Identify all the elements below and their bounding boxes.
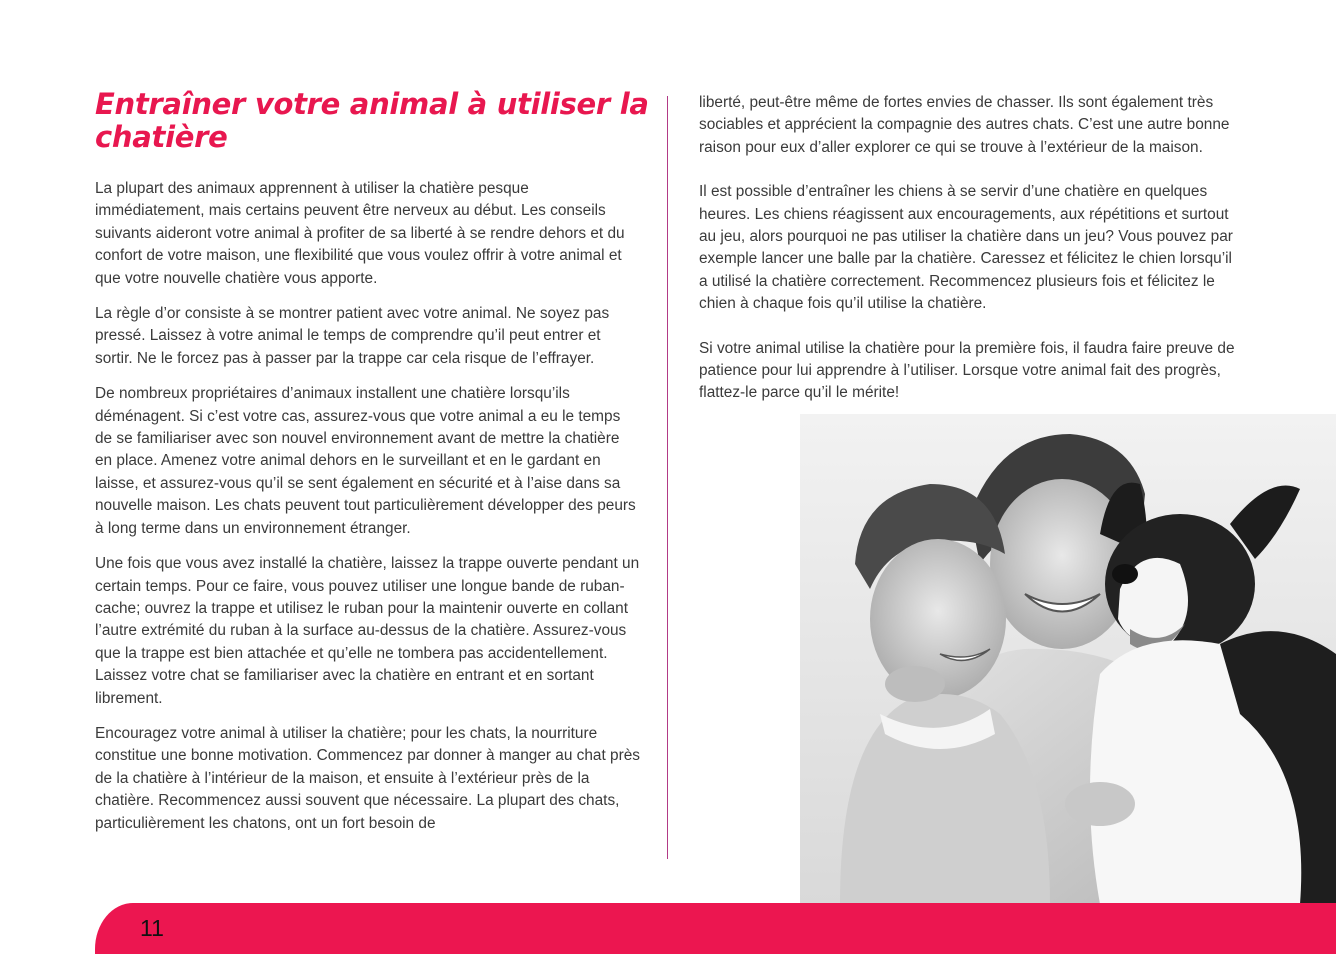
page-title: Entraîner votre animal à utiliser la chatière xyxy=(95,87,649,154)
paragraph: La règle d’or consiste à se montrer patient avec votre animal. Ne soyez pas pressé. Laissez à votre animal le temps de comprendre qu’il peut entrer et sortir. Ne le forcez pas à passer par la trappe car cela risque de l’effrayer. xyxy=(95,305,610,367)
paragraph: Il est possible d’entraîner les chiens à se servir d’une chatière en quelques heures. Les chiens réagissent aux encouragements, aux répétitions et surtout au jeu, alors pourquoi ne pas utiliser la chatière dans un jeu? Vous pouvez par exemple lancer une balle par la chatière. Caressez et félicitez le chien lorsqu’il a utilisé la chatière correctement. Recommencez plusieurs fois et félicitez le chien à chaque fois qu’il utilise la chatière. xyxy=(699,183,1233,313)
left-column xyxy=(95,178,640,848)
paragraph: Une fois que vous avez installé la chatière, laissez la trappe ouverte pendant un certain temps. Pour ce faire, vous pouvez utiliser une longue bande de ruban-cache; ouvrez la trappe et utilisez le ruban pour la maintenir ouverte en collant l’autre extrémité du ruban à la surface au-dessus de la chatière. Assurez-vous que la trappe est bien attachée et qu’elle ne tombera pas accidentellement. Laissez votre chat se familiariser avec la chatière en entrant et en sortant librement. xyxy=(95,555,640,707)
paragraph: Encouragez votre animal à utiliser la chatière; pour les chats, la nourriture constitue une bonne motivation. Commencez par donner à manger au chat près de la chatière à l’intérieur de la maison, et ensuite à l’extérieur près de la chatière. Recommencez aussi souvent que nécessaire. La plupart des chats, particulièrement les chatons, ont un fort besoin de xyxy=(95,724,640,832)
paragraph: Si votre animal utilise la chatière pour la première fois, il faudra faire preuve de patience pour lui apprendre à l’utiliser. Lorsque votre animal fait des progrès, flattez-le parce qu’il le mérite! xyxy=(699,339,1235,402)
column-divider xyxy=(667,96,668,859)
footer-bar xyxy=(95,903,1336,954)
photo-man-boy-dog xyxy=(800,414,1336,904)
paragraph: De nombreux propriétaires d’animaux installent une chatière lorsqu’ils déménagent. Si c’est votre cas, assurez-vous que votre animal a eu le temps de se familiariser avec son nouvel environnement avant de mettre la chatière en place. Amenez votre animal dehors en le surveillant et en le gardant en laisse, et assurez-vous qu’il se sent également en sécurité et à l’aise dans sa nouvelle maison. Les chats peuvent tout particulièrement développer des peurs à long terme dans un environnement étranger. xyxy=(95,385,636,537)
paragraph: liberté, peut-être même de fortes envies de chasser. Ils sont également très sociables et apprécient la compagnie des autres chats. C’est une autre bonne raison pour eux d’aller explorer ce qui se trouve à l’extérieur de la maison. xyxy=(699,94,1230,156)
page-number: 11 xyxy=(140,915,164,941)
right-column xyxy=(699,92,1244,427)
paragraph: La plupart des animaux apprennent à utiliser la chatière pesque immédiatement, mais certains peuvent être nerveux au début. Les conseils suivants aideront votre animal à profiter de sa liberté à se rendre dehors et du confort de votre maison, une flexibilité que vous voulez offrir à votre animal et que votre nouvelle chatière vous apporte. xyxy=(95,180,625,287)
